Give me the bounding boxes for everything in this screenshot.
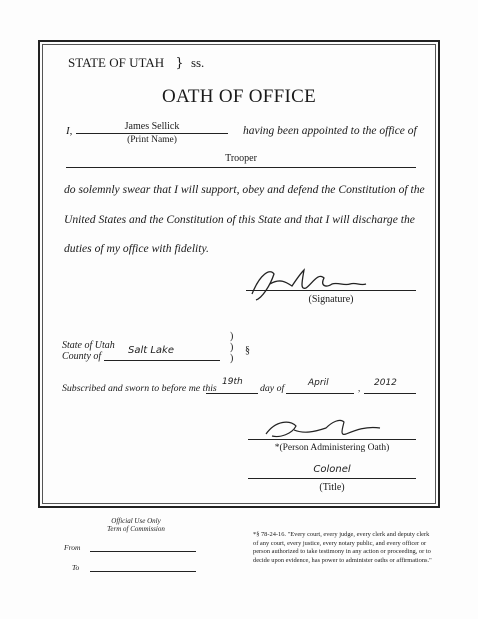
state-of-utah-venue: State of Utah [62, 340, 115, 351]
print-name-label: (Print Name) [127, 135, 177, 145]
day-of-label: day of [260, 383, 285, 394]
i-label: I, [66, 125, 73, 137]
oath-line-2: United States and the Constitution of this State and that I will discharge the [64, 213, 415, 226]
term-label: Term of Commission [107, 525, 165, 533]
to-line [90, 571, 196, 572]
name-line [76, 133, 228, 134]
signature-label: (Signature) [308, 294, 354, 305]
to-label: To [72, 563, 80, 572]
state-of-utah-label: STATE OF UTAH [68, 55, 165, 70]
administrator-signature [256, 412, 386, 442]
appointed-text: having been appointed to the office of [243, 125, 417, 137]
county-line [104, 360, 220, 361]
page-title: OATH OF OFFICE [161, 86, 317, 107]
title-line [248, 478, 416, 479]
oath-line-1: do solemnly swear that I will support, obey and defend the Constitution of the [64, 183, 425, 196]
brace: } [175, 56, 184, 71]
section-symbol: § [245, 345, 250, 356]
ss-label: ss. [190, 55, 205, 70]
county-value: Salt Lake [128, 345, 174, 356]
state-heading [68, 55, 204, 71]
month-line [286, 393, 354, 394]
day-value: 19th [222, 377, 243, 387]
office-line [66, 167, 416, 168]
year-value: 2012 [374, 378, 397, 388]
from-line [90, 551, 196, 552]
year-line [364, 393, 416, 394]
title-value: Colonel [313, 464, 351, 475]
county-label: County of [62, 351, 102, 362]
comma: , [358, 383, 361, 393]
month-value: April [308, 378, 329, 388]
office-value: Trooper [225, 153, 257, 164]
administrator-label: *(Person Administering Oath) [274, 443, 390, 453]
administrator-line [248, 439, 416, 440]
venue-brace: ) ) ) [230, 331, 234, 364]
statute-note: *§ 78-24-16. "Every court, every judge, every clerk and deputy clerk of any court, every justice, every notary public, and every officer or person authorized to take testimony in any action or proceeding, or to decide upon evidence, has power to administer oaths or affirmations." [253, 531, 432, 564]
title-label: (Title) [319, 482, 345, 493]
official-use-label: Official Use Only [111, 517, 161, 525]
signature-line [246, 290, 416, 291]
day-line [206, 393, 258, 394]
oath-line-3: duties of my office with fidelity. [64, 242, 209, 255]
from-label: From [64, 543, 81, 552]
name-value: James Sellick [124, 121, 180, 132]
sworn-text: Subscribed and sworn to before me this [62, 383, 217, 394]
